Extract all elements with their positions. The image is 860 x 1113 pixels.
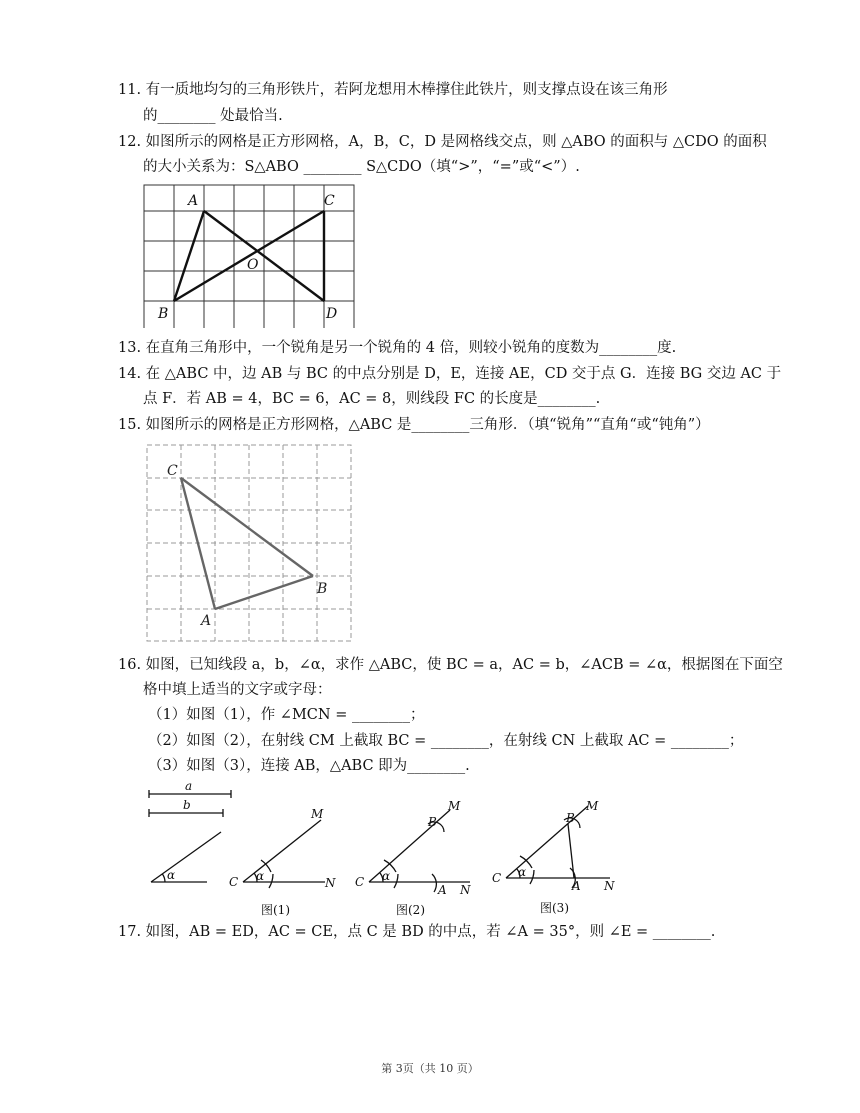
q14-line1: 14. 在 △ABC 中，边 AB 与 BC 的中点分别是 D，E，连接 AE，CD 交于点 G．连接 BG 交边 AC 于 (118, 366, 782, 382)
q12-line2: 的大小关系为：S△ABO ________ S△CDO（填“>”，“=”或“<”）. (143, 159, 580, 175)
fig2-label-n: N (460, 883, 471, 897)
fig3-caption: 图(3) (540, 901, 569, 915)
q11-line1: 11. 有一质地均匀的三角形铁片，若阿龙想用木棒撑住此铁片，则支撑点设在该三角形 (118, 82, 668, 98)
q15-segment-cb (181, 478, 313, 576)
q12-grid-figure (140, 183, 380, 328)
fig1-caption: 图(1) (261, 903, 290, 917)
fig3-label-a: A (572, 879, 581, 893)
fig1-label-n: N (325, 876, 336, 890)
fig2-caption: 图(2) (396, 903, 425, 917)
q12-label-a: A (188, 193, 199, 209)
q12-segment-ab (174, 211, 204, 301)
q15-line1: 15. 如图所示的网格是正方形网格，△ABC 是________三角形．（填“锐角”“直角“或“钝角”） (118, 417, 710, 433)
fig3-label-m: M (586, 799, 599, 813)
fig3-label-b: B (566, 811, 575, 825)
fig2-label-c: C (355, 875, 365, 889)
q11-line2: 的________ 处最恰当. (143, 108, 283, 124)
q13-line1: 13. 在直角三角形中，一个锐角是另一个锐角的 4 倍，则较小锐角的度数为________度. (118, 340, 677, 356)
q12-label-c: C (324, 193, 335, 209)
q16-step1: （1）如图（1），作 ∠MCN = ________； (148, 707, 425, 723)
q16-fig3 (488, 798, 623, 920)
fig1-label-alpha: α (256, 869, 265, 883)
q15-segment-ca (181, 478, 215, 609)
q15-segment-ab (215, 576, 313, 609)
fig2-label-alpha: α (382, 869, 391, 883)
q16-fig1 (225, 800, 350, 920)
q12-label-d: D (326, 306, 338, 322)
q16-line2: 格中填上适当的文字或字母： (143, 682, 332, 698)
q16-given-figure (145, 778, 235, 888)
given-label-alpha: α (167, 868, 176, 882)
q16-fig2 (352, 798, 482, 920)
angle-alpha-ray2 (151, 832, 221, 882)
fig3-label-n: N (604, 879, 615, 893)
q12-label-b: B (158, 306, 169, 322)
q16-step2: （2）如图（2），在射线 CM 上截取 BC = ________，在射线 CN 上截取 AC = ________； (148, 733, 744, 749)
q14-line2: 点 F．若 AB = 4，BC = 6，AC = 8，则线段 FC 的长度是________. (143, 391, 601, 407)
given-label-a: a (185, 779, 193, 793)
q12-line1: 12. 如图所示的网格是正方形网格，A，B，C，D 是网格线交点，则 △ABO 的面积与 △CDO 的面积 (118, 134, 767, 150)
q17-line1: 17. 如图，AB = ED，AC = CE，点 C 是 BD 的中点，若 ∠A = 35°，则 ∠E = ________. (118, 924, 716, 940)
q15-label-c: C (167, 463, 178, 479)
q16-step3: （3）如图（3），连接 AB，△ABC 即为________. (148, 758, 470, 774)
page-footer: 第 3页（共 10 页） (381, 1062, 479, 1075)
fig2-label-m: M (448, 799, 461, 813)
fig2-label-b: B (428, 815, 437, 829)
fig3-label-c: C (492, 871, 502, 885)
fig3-label-alpha: α (518, 865, 527, 879)
fig3-segment-ab (568, 824, 574, 878)
q12-segment-bc (174, 211, 324, 301)
q15-label-a: A (201, 613, 212, 629)
q15-label-b: B (317, 581, 328, 597)
fig1-label-m: M (311, 807, 324, 821)
q16-line1: 16. 如图，已知线段 a，b，∠α，求作 △ABC，使 BC = a，AC = b，∠ACB = ∠α，根据图在下面空 (118, 657, 783, 673)
q12-label-o: O (247, 257, 259, 273)
fig1-ray-cm (243, 820, 321, 882)
given-label-b: b (183, 798, 191, 812)
fig2-label-a: A (438, 883, 447, 897)
q15-grid-figure (145, 443, 357, 643)
fig1-label-c: C (229, 875, 239, 889)
